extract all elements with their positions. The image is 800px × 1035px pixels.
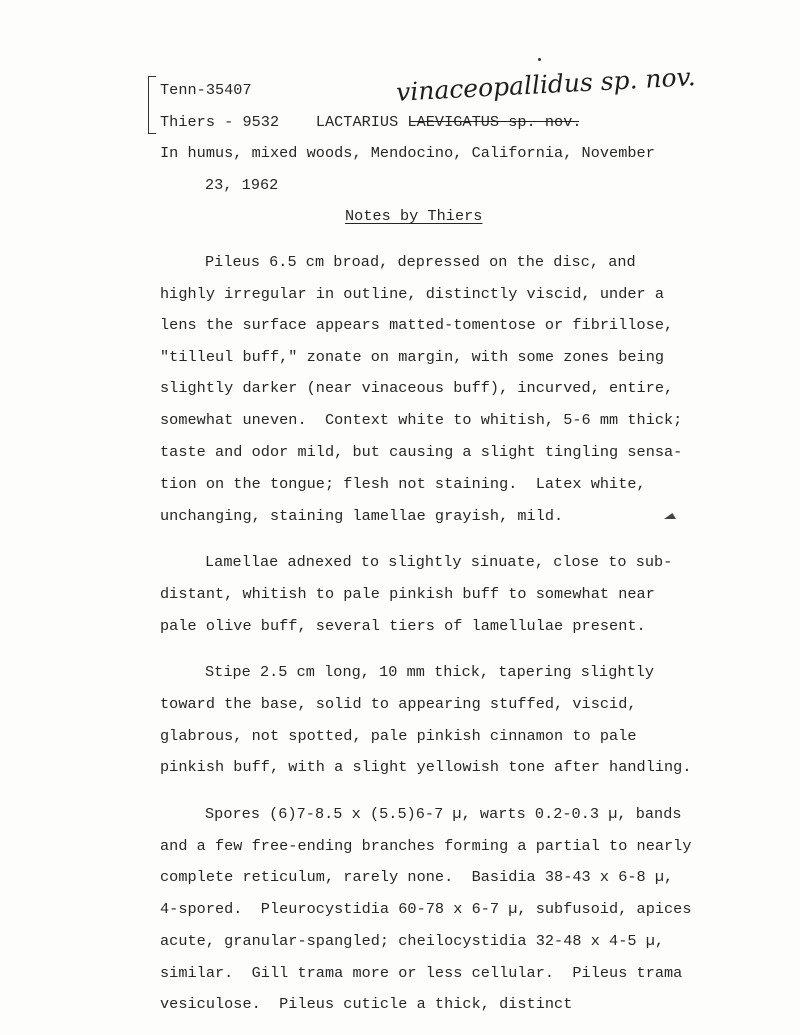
text-line: taste and odor mild, but causing a slight tingling sensa- [160, 443, 683, 461]
text-line: Lamellae adnexed to slightly sinuate, close to sub- [205, 553, 673, 571]
margin-bracket [148, 76, 156, 134]
text-line: and a few free-ending branches forming a partial to nearly [160, 837, 692, 855]
tenn-number: Tenn-35407 [160, 81, 252, 99]
text-line: distant, whitish to pale pinkish buff to somewhat near [160, 585, 655, 603]
habitat-date-line: 23, 1962 [205, 176, 279, 194]
text-line: acute, granular-spangled; cheilocystidia 32-48 x 4-5 µ, [160, 932, 665, 950]
text-line: highly irregular in outline, distinctly viscid, under a [160, 285, 665, 303]
text-line: complete reticulum, rarely none. Basidia 38-43 x 6-8 µ, [160, 868, 674, 886]
text-line: Stipe 2.5 cm long, 10 mm thick, tapering slightly [205, 663, 655, 681]
text-line: Spores (6)7-8.5 x (5.5)6-7 µ, warts 0.2-0.3 µ, bands [205, 805, 682, 823]
text-line: tion on the tongue; flesh not staining. Latex white, [160, 475, 646, 493]
text-line: somewhat uneven. Context white to whitish, 5-6 mm thick; [160, 411, 683, 429]
strike-through-line [410, 121, 579, 122]
text-line: pinkish buff, with a slight yellowish tone after handling. [160, 758, 692, 776]
text-line: unchanging, staining lamellae grayish, mild. [160, 507, 564, 525]
text-line: vesiculose. Pileus cuticle a thick, distinct [160, 995, 573, 1013]
text-line: toward the base, solid to appearing stuffed, viscid, [160, 695, 637, 713]
habitat-line: In humus, mixed woods, Mendocino, California, November [160, 144, 655, 162]
text-line: Pileus 6.5 cm broad, depressed on the disc, and [205, 253, 636, 271]
ink-dot [538, 58, 541, 61]
text-line: lens the surface appears matted-tomentose or fibrillose, [160, 316, 674, 334]
thiers-species-line: Thiers - 9532 LACTARIUS LAEVIGATUS sp. nov. [160, 113, 582, 131]
text-line: slightly darker (near vinaceous buff), incurved, entire, [160, 379, 674, 397]
pencil-mark [664, 513, 676, 519]
handwritten-annotation: vinaceopallidus sp. nov. [395, 62, 697, 107]
text-line: similar. Gill trama more or less cellular. Pileus trama [160, 964, 683, 982]
notes-heading: Notes by Thiers [345, 207, 483, 225]
text-line: glabrous, not spotted, pale pinkish cinnamon to pale [160, 727, 637, 745]
text-line: pale olive buff, several tiers of lamellulae present. [160, 617, 646, 635]
text-line: "tilleul buff," zonate on margin, with some zones being [160, 348, 665, 366]
text-line: 4-spored. Pleurocystidia 60-78 x 6-7 µ, subfusoid, apices [160, 900, 692, 918]
